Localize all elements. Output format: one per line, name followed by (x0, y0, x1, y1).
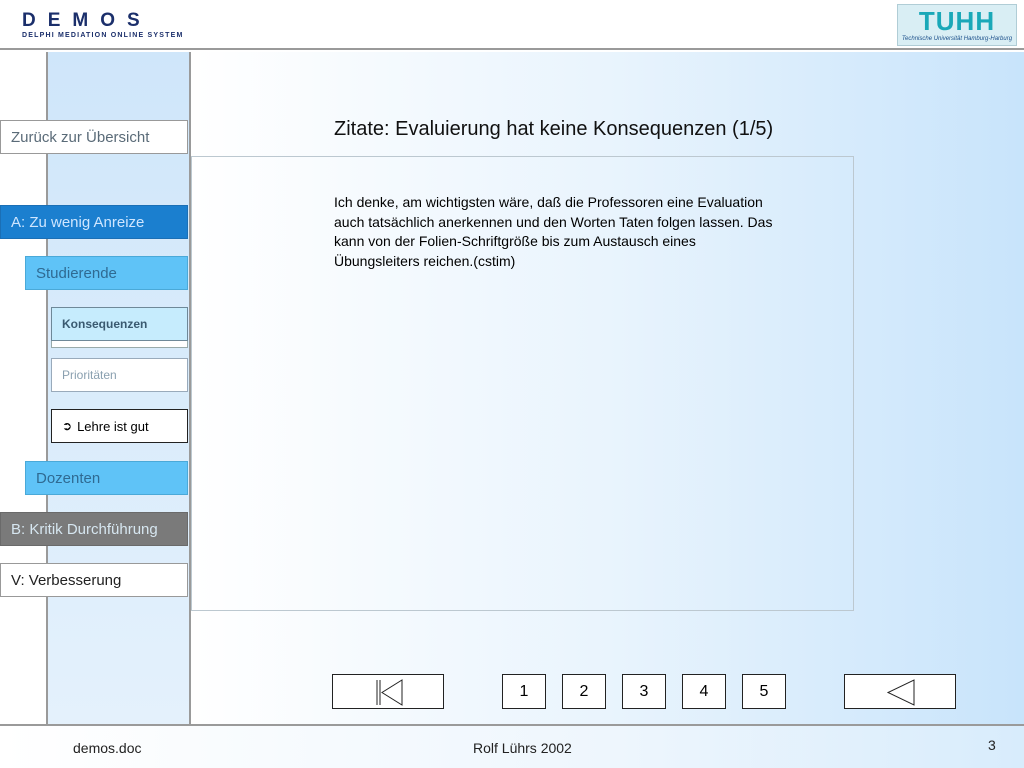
tuhh-logo-text: TUHH (918, 6, 996, 36)
lehre-ist-gut-label: Lehre ist gut (77, 418, 149, 434)
section-b-button[interactable]: B: Kritik Durchführung (0, 512, 188, 546)
arrow-right-icon: ➲ (62, 419, 73, 433)
footer-author: Rolf Lührs 2002 (473, 740, 572, 756)
prioritaeten-button[interactable]: Prioritäten (51, 358, 188, 392)
demos-logo-subtitle: DELPHI MEDIATION ONLINE SYSTEM (22, 32, 184, 39)
dozenten-button[interactable]: Dozenten (25, 461, 188, 495)
previous-page-button[interactable] (844, 674, 956, 709)
slide-title: Zitate: Evaluierung hat keine Konsequenzen (1/5) (334, 118, 774, 140)
quote-text: Ich denke, am wichtigsten wäre, daß die Professoren eine Evaluation auch tatsächlich anerkennen und den Worten Taten folgen lassen. Das kann von der Folien-Schriftgröße bis zum Austausch eines Übungsleiters reichen.(cstim) (334, 194, 773, 269)
footer-filename: demos.doc (73, 740, 142, 756)
section-v-button[interactable]: V: Verbesserung (0, 563, 188, 597)
page-button-3[interactable]: 3 (622, 674, 666, 709)
lehre-ist-gut-button[interactable] (51, 409, 188, 443)
tuhh-logo-subtitle: Technische Universität Hamburg-Harburg (901, 36, 1013, 42)
studierende-button[interactable]: Studierende (25, 256, 188, 290)
first-page-button[interactable] (332, 674, 444, 709)
page-button-1[interactable]: 1 (502, 674, 546, 709)
konsequenzen-button[interactable]: Konsequenzen (51, 307, 188, 341)
demos-logo: DEMOS (22, 10, 152, 31)
back-triangle-icon (845, 675, 957, 710)
tuhh-logo (897, 4, 1017, 46)
page-button-5[interactable]: 5 (742, 674, 786, 709)
section-a-button[interactable]: A: Zu wenig Anreize (0, 205, 188, 239)
skip-to-first-icon (333, 675, 445, 710)
header (0, 0, 1024, 50)
back-to-overview-button[interactable]: Zurück zur Übersicht (0, 120, 188, 154)
page-button-2[interactable]: 2 (562, 674, 606, 709)
page-button-4[interactable]: 4 (682, 674, 726, 709)
footer-page-number: 3 (988, 737, 996, 753)
